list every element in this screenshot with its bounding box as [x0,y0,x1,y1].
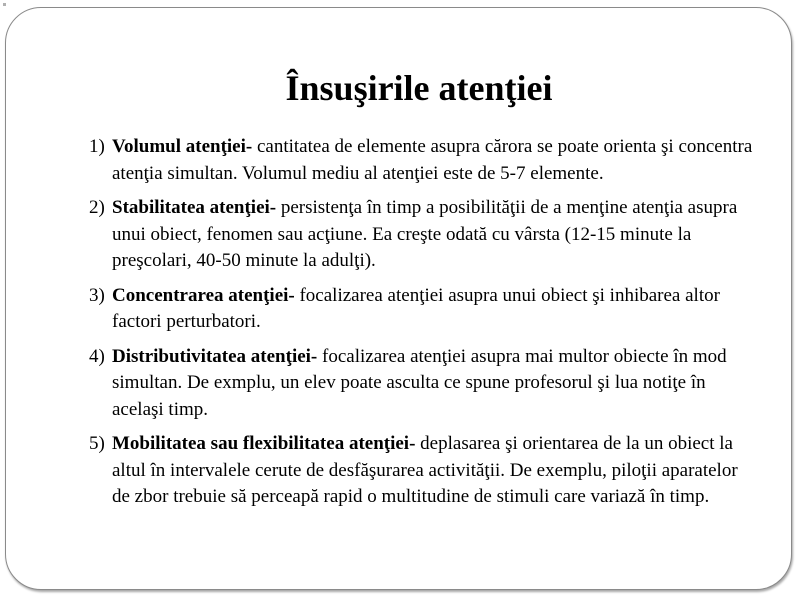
item-term: Mobilitatea sau flexibilitatea atenţiei- [112,433,416,454]
list-item-concentration [89,283,759,336]
item-description: deplasarea şi orientarea de la un obiect la altul în intervalele cerute de desfăşurarea activităţii. De exemplu, piloţii aparatelor de zbor trebuie să perceapă rapid o multitudine de stimuli care variază în timp. [112,433,738,507]
item-number: 2) [89,197,105,218]
item-term: Volumul atenţiei- [112,136,253,157]
corner-mark [3,3,6,6]
item-number: 5) [89,433,105,454]
item-number: 4) [89,345,105,367]
list-item-distributivity [89,344,759,424]
list-item-volume [89,134,759,187]
item-description: focalizarea atenţiei asupra unui obiect şi inhibarea altor factori perturbatori. [112,284,720,332]
list-item-stability [89,195,759,275]
item-term: Distributivitatea atenţiei- [112,345,318,367]
item-number: 1) [89,136,105,157]
item-term: Concentrarea atenţiei- [112,284,295,306]
item-description: cantitatea de elemente asupra cărora se poate orienta şi concentra atenţia simultan. Volumul mediu al atenţiei este de 5-7 elemente. [112,136,753,184]
item-description: persistenţa în timp a posibilităţii de a menţine atenţia asupra unui obiect, fenomen sau acţiune. Ea creşte odată cu vârsta (12-15 minute la preşcolari, 40-50 minute la adulţi). [112,197,738,271]
item-number: 3) [89,284,105,306]
slide-title: Însuşirile atenţiei [285,68,553,108]
item-term: Stabilitatea atenţiei- [112,197,277,218]
list-item-mobility [89,431,759,511]
item-description: focalizarea atenţiei asupra mai multor obiecte în mod simultan. De exmplu, un elev poate asculta ce spune profesorul şi lua notiţe în acelaşi timp. [112,345,727,420]
attention-properties-list [89,134,759,519]
